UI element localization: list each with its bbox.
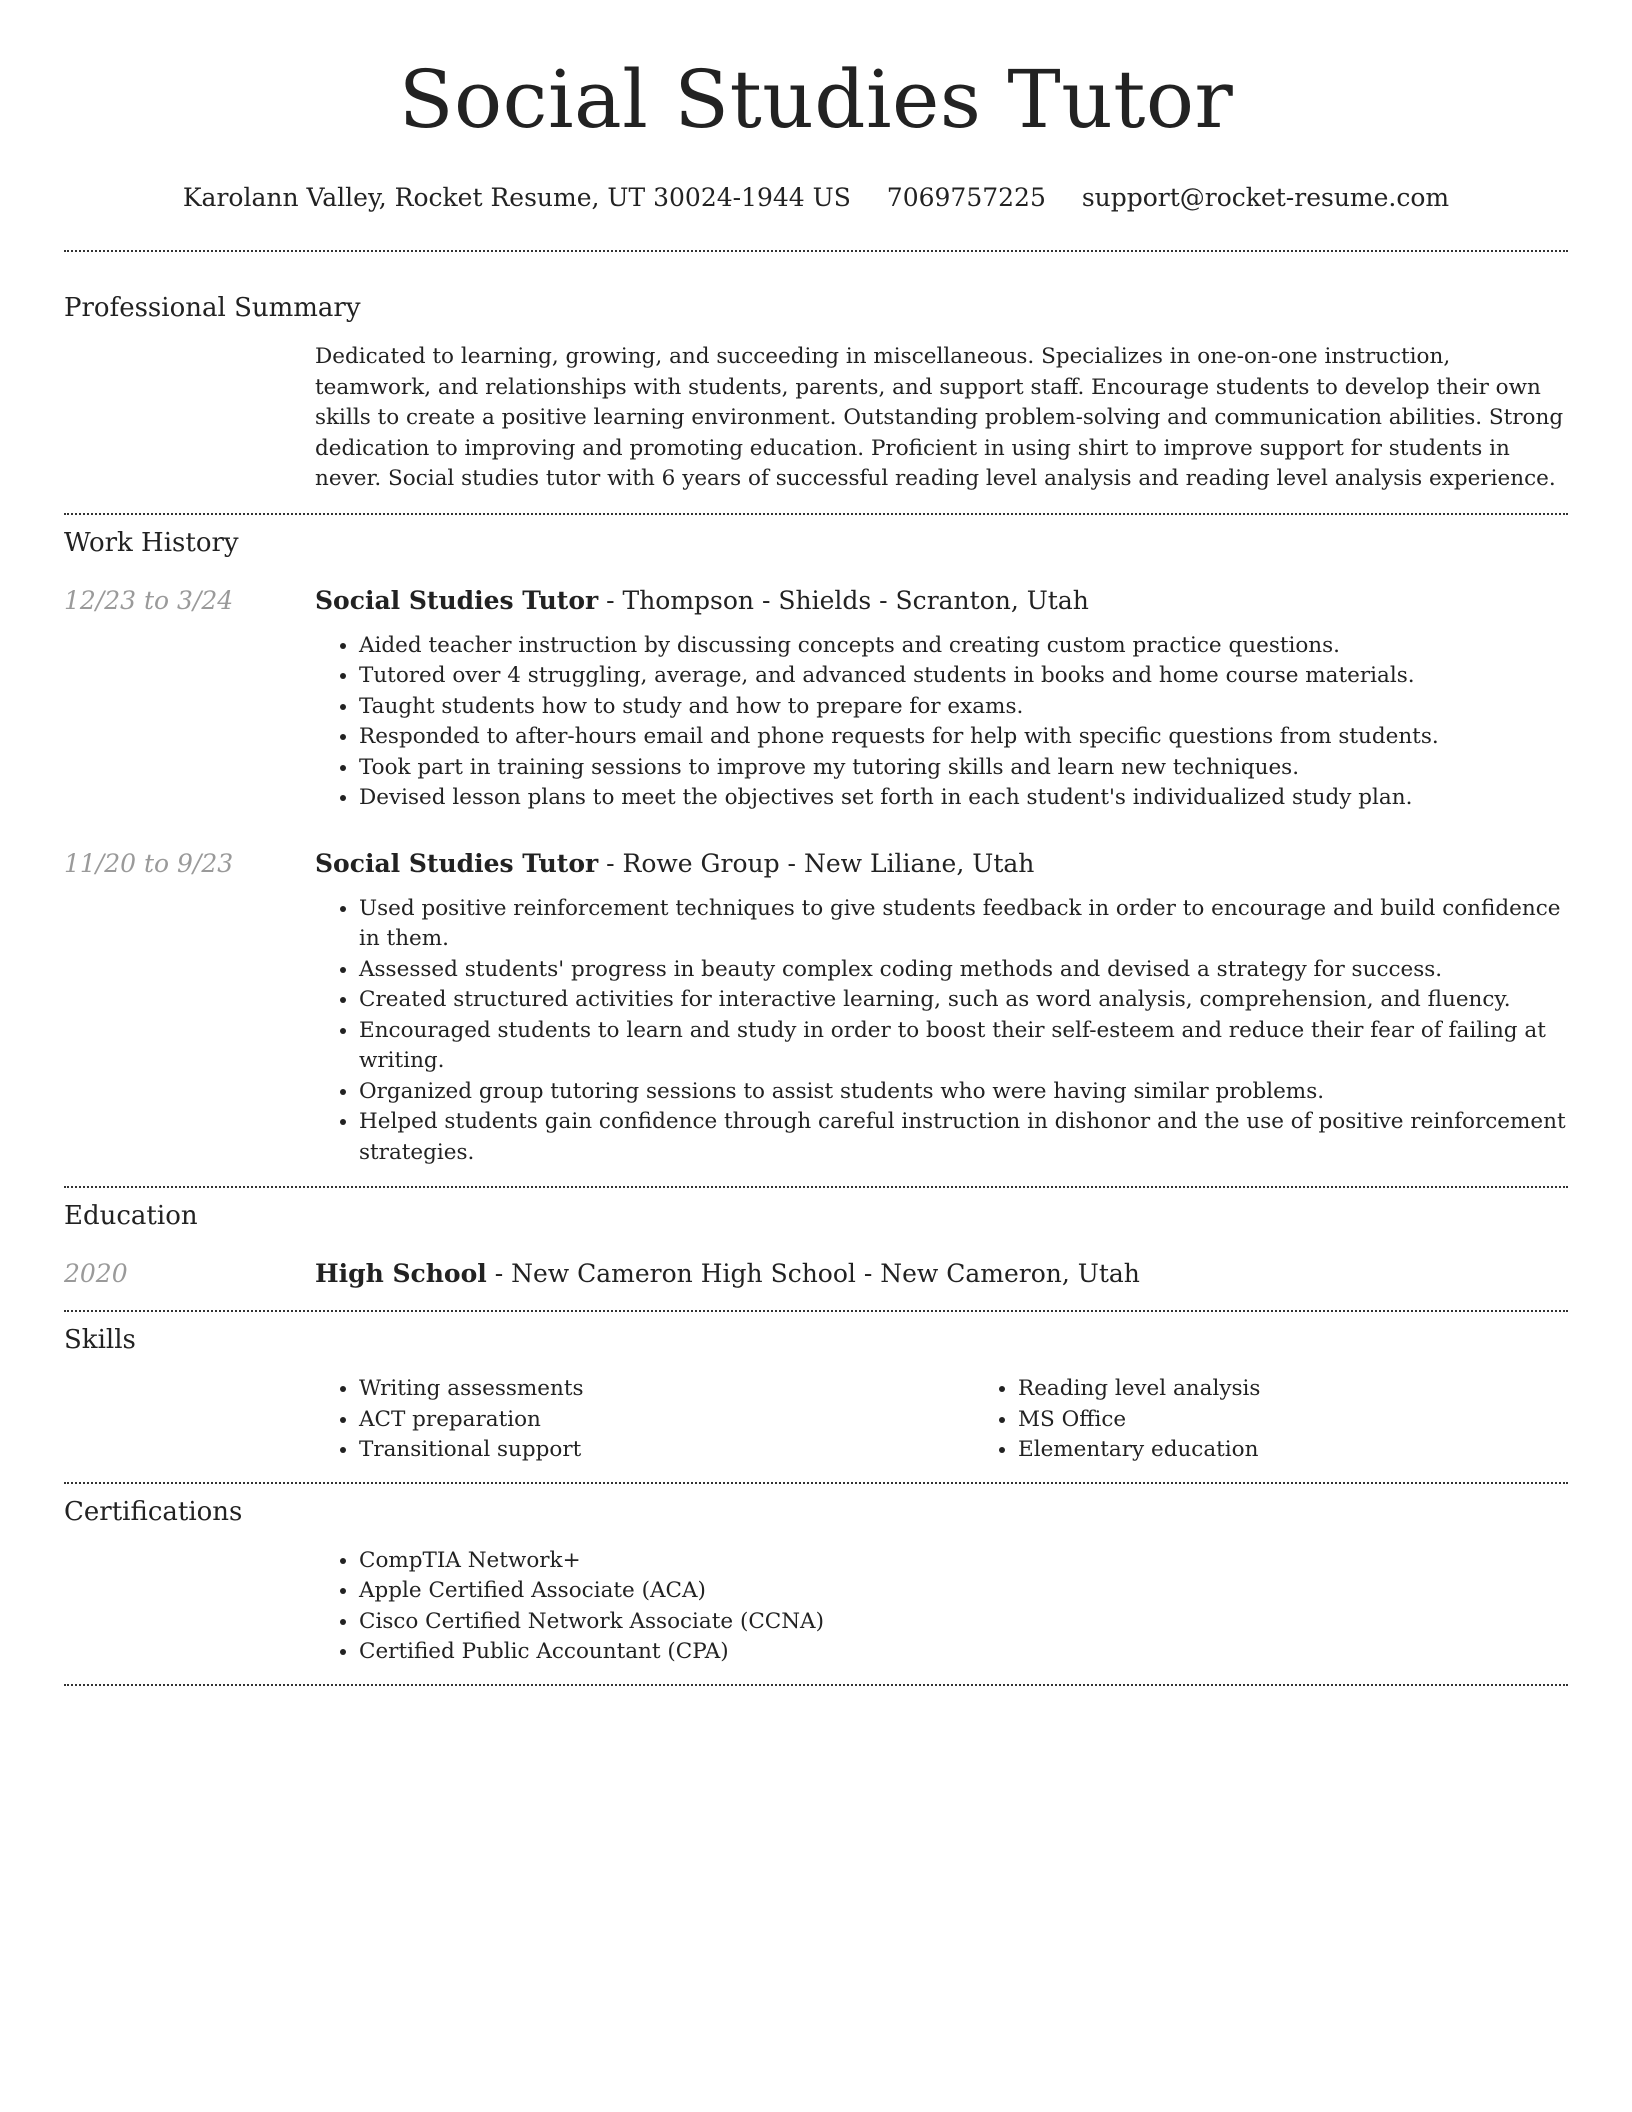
summary-text: Dedicated to learning, growing, and succeeding in miscellaneous. Specializes in one-on-one instruction, teamwork, and relationships with students, parents, and support staff. Encourage students to develop their own skills to create a positive learning environment. Outstanding problem-solving and communication abilities. Strong dedication to improving and promoting education. Proficient in using shirt to improve support for students in never. Social studies tutor with 6 years of successful reading level analysis and reading level analysis experience.	[315, 344, 1564, 491]
education-entry	[64, 1258, 1568, 1290]
skills-heading: Skills	[64, 1325, 136, 1355]
skills-grid	[315, 1374, 1632, 1466]
list-item: • Took part in training sessions to improve my tutoring skills and learn new techniques.	[359, 753, 1568, 784]
skill-item: • Elementary education	[1018, 1435, 1632, 1466]
skills-list-right	[974, 1374, 1632, 1466]
skills-row	[64, 1374, 1568, 1466]
skills-list-left	[315, 1374, 974, 1466]
list-item: • Tutored over 4 struggling, average, and advanced students in books and home course materials.	[359, 661, 1568, 692]
section-divider	[64, 1186, 1568, 1188]
job-details: - Rowe Group - New Liliane, Utah	[598, 848, 1035, 878]
list-item: • Assessed students' progress in beauty complex coding methods and devised a strategy for success.	[359, 955, 1568, 986]
section-divider	[64, 513, 1568, 515]
job-dates: 11/20 to 9/23	[64, 848, 234, 878]
list-item: • Used positive reinforcement techniques to give students feedback in order to encourage and build confidence in them.	[359, 894, 1568, 955]
education-heading-line	[315, 1258, 1568, 1290]
certification-item: • CompTIA Network+	[359, 1546, 1568, 1577]
resume-name: Social Studies Tutor	[398, 53, 1234, 146]
job-entry	[64, 585, 1568, 814]
skill-item: • MS Office	[1018, 1405, 1632, 1436]
job-details: - Thompson - Shields - Scranton, Utah	[598, 585, 1089, 615]
education-year: 2020	[64, 1259, 128, 1288]
list-item: • Taught students how to study and how to prepare for exams.	[359, 692, 1568, 723]
education-degree: High School	[315, 1259, 487, 1288]
section-divider	[64, 1684, 1568, 1686]
certification-item: • Cisco Certified Network Associate (CCNA)	[359, 1607, 1568, 1638]
job-heading	[315, 848, 1568, 880]
job-heading	[315, 585, 1568, 617]
work-history-heading: Work History	[64, 527, 239, 558]
certifications-row	[64, 1546, 1568, 1668]
list-item: • Responded to after-hours email and phone requests for help with specific questions from students.	[359, 722, 1568, 753]
job-entry	[64, 848, 1568, 1169]
education-details: - New Cameron High School - New Cameron, Utah	[486, 1259, 1140, 1288]
certification-item: • Apple Certified Associate (ACA)	[359, 1576, 1568, 1607]
certifications-heading: Certifications	[64, 1496, 243, 1527]
education-heading: Education	[64, 1201, 198, 1231]
list-item: • Created structured activities for interactive learning, such as word analysis, comprehension, and fluency.	[359, 985, 1568, 1016]
list-item: • Aided teacher instruction by discussing concepts and creating custom practice questions.	[359, 631, 1568, 662]
job-title: Social Studies Tutor	[315, 848, 599, 878]
contact-line	[64, 182, 1568, 214]
list-item: • Organized group tutoring sessions to assist students who were having similar problems.	[359, 1077, 1568, 1108]
skill-item: • ACT preparation	[359, 1405, 974, 1436]
resume-page	[64, 0, 1568, 1686]
job-bullets	[315, 631, 1568, 814]
summary-heading: Professional Summary	[64, 293, 361, 323]
section-divider	[64, 250, 1568, 252]
skill-item: • Writing assessments	[359, 1374, 974, 1405]
certification-item: • Certified Public Accountant (CPA)	[359, 1637, 1568, 1668]
contact-phone: 7069757225	[886, 183, 1046, 212]
section-divider	[64, 1310, 1568, 1312]
job-dates: 12/23 to 3/24	[64, 585, 234, 615]
contact-address: Karolann Valley, Rocket Resume, UT 30024-1944 US	[182, 183, 851, 212]
list-item: • Devised lesson plans to meet the objectives set forth in each student's individualized study plan.	[359, 783, 1568, 814]
list-item: • Encouraged students to learn and study in order to boost their self-esteem and reduce their fear of failing at writing.	[359, 1016, 1568, 1077]
contact-email: support@rocket-resume.com	[1081, 183, 1450, 212]
summary-row	[64, 342, 1568, 495]
job-title: Social Studies Tutor	[315, 585, 599, 615]
section-divider	[64, 1482, 1568, 1484]
skill-item: • Transitional support	[359, 1435, 974, 1466]
certifications-list	[315, 1546, 1568, 1668]
job-bullets	[315, 894, 1568, 1169]
skill-item: • Reading level analysis	[1018, 1374, 1632, 1405]
list-item: • Helped students gain confidence through careful instruction in dishonor and the use of positive reinforcement strategies.	[359, 1107, 1568, 1168]
